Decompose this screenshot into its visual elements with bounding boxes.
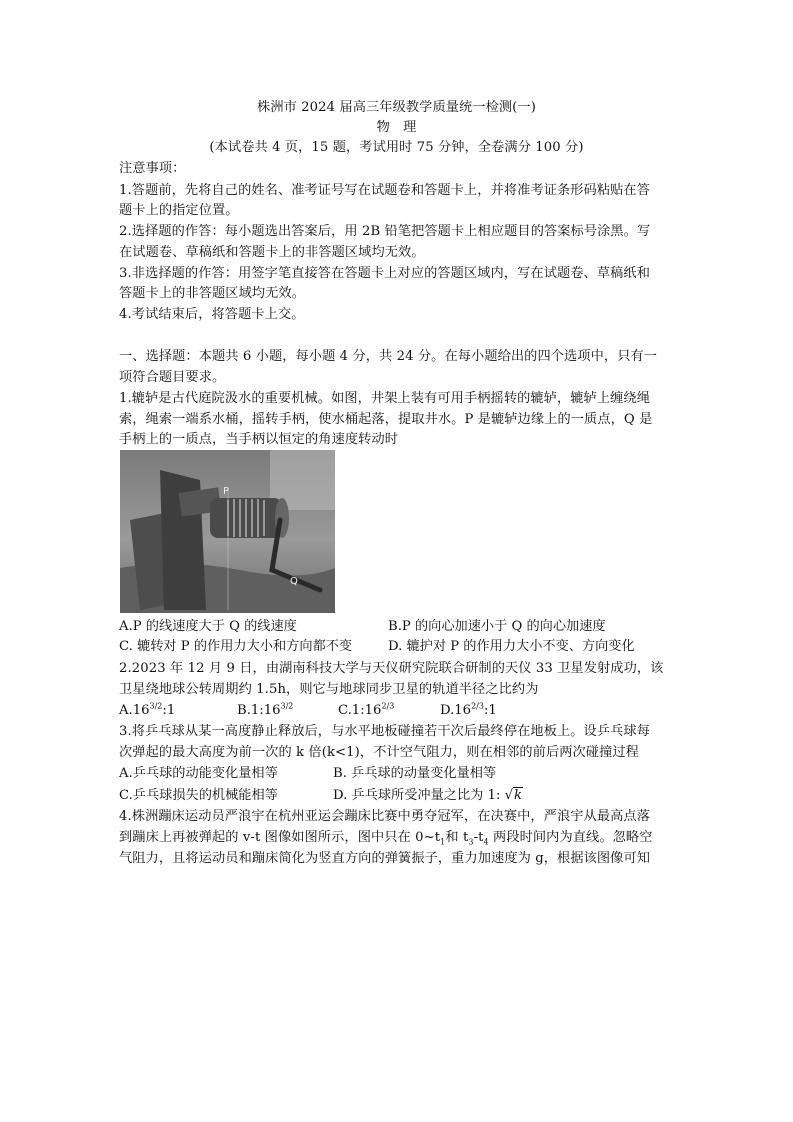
q3-stem: 3.将乒乓球从某一高度静止释放后，与水平地板碰撞若干次后最终停在地板上。设乒乓球每 <box>119 724 650 739</box>
notes-heading: 注意事项： <box>119 161 186 176</box>
q2-option-a-tail: :1 <box>162 703 176 718</box>
q1-option-a: A.P 的线速度大于 Q 的线速度 <box>119 619 297 634</box>
section-heading: 一、选择题：本题共 6 小题，每小题 4 分，共 24 分。在每小题给出的四个选项中，只有一 <box>119 349 658 364</box>
q2-option-b-exp: 3/2 <box>280 701 294 711</box>
q4-stem <box>119 828 652 848</box>
q4-stem: 4.株洲蹦床运动员严浪宇在杭州亚运会蹦床比赛中勇夺冠军，在决赛中，严浪宇从最高点落 <box>119 809 650 824</box>
q2-option-c <box>338 701 394 721</box>
q4-stem-part: -t <box>473 830 484 845</box>
q4-subscript: 4 <box>483 837 489 847</box>
q2-option-a-exp: 3/2 <box>149 701 163 711</box>
q4-stem-part: 到蹦床上再被弹起的 v-t 图像如图所示，图中只在 0~t <box>119 830 441 845</box>
notes-line: 题卡上的指定位置。 <box>119 203 239 218</box>
notes-line: 答题卡上的非答题区域均无效。 <box>119 286 306 301</box>
q1-stem: 手柄上的一质点，当手柄以恒定的角速度转动时 <box>119 432 399 447</box>
sqrt-symbol: √ <box>504 788 513 803</box>
q4-subscript: 3 <box>468 837 474 847</box>
q1-option-d: D. 辘护对 P 的作用力大小不变、方向变化 <box>388 639 635 654</box>
point-q-label: Q <box>290 576 298 587</box>
notes-line: 1.答题前，先将自己的姓名、准考证号写在试题卷和答题卡上，并将准考证条形码粘贴在答 <box>119 183 650 198</box>
q2-option-d-exp: 2/3 <box>471 701 484 711</box>
q1-option-b: B.P 的向心加速小于 Q 的向心加速度 <box>388 619 606 634</box>
notes-line: 4.考试结束后，将答题卡上交。 <box>119 307 305 322</box>
sqrt-radicand: k <box>514 788 522 803</box>
q2-stem: 2.2023 年 12 月 9 日，由湖南科技大学与天仪研究院联合研制的天仪 33 卫星发射成功，该 <box>119 661 664 676</box>
q2-option-b-base: B.1:16 <box>237 703 281 718</box>
q2-option-c-base: C.1:16 <box>338 703 382 718</box>
notes-line: 3.非选择题的作答：用签字笔直接答在答题卡上对应的答题区域内，写在试题卷、草稿纸和 <box>119 266 650 281</box>
windlass-illustration <box>120 450 335 613</box>
q4-stem-part: 两段时间内为直线。忽略空 <box>488 830 653 845</box>
q4-stem-part: 和 t <box>445 830 469 845</box>
q3-option-c: C.乒乓球损失的机械能相等 <box>119 788 278 803</box>
windlass-photo <box>120 450 335 613</box>
subject-title: 物 理 <box>376 120 417 135</box>
exam-info: (本试卷共 4 页，15 题，考试用时 75 分钟，全卷满分 100 分) <box>209 140 584 155</box>
q4-subscript: 1 <box>440 837 446 847</box>
q1-option-c: C. 辘转对 P 的作用力大小和方向都不变 <box>119 639 353 654</box>
q2-stem: 卫星绕地球公转周期约 1.5h，则它与地球同步卫星的轨道半径之比约为 <box>119 682 539 697</box>
q2-option-b <box>237 701 293 721</box>
q2-option-a <box>119 701 175 721</box>
q3-stem: 次弹起的最大高度为前一次的 k 倍(k<1)，不计空气阻力，则在相邻的前后两次碰撞过程 <box>119 745 639 760</box>
q2-option-d-base: D.16 <box>440 703 472 718</box>
q1-stem: 1.辘轳是古代庭院汲水的重要机械。如图，井架上装有可用手柄摇转的辘轳，辘轳上缠绕绳 <box>119 391 650 406</box>
point-p-label: P <box>223 486 230 497</box>
notes-line: 在试题卷、草稿纸和答题卡上的非答题区域均无效。 <box>119 245 425 260</box>
q3-option-d-text: D. 乒乓球所受冲量之比为 1: <box>333 788 501 803</box>
notes-line: 2.选择题的作答：每小题选出答案后，用 2B 铅笔把答题卡上相应题目的答案标号涂黑。写 <box>119 224 651 239</box>
q3-option-d <box>333 786 523 806</box>
q2-option-a-base: A.16 <box>119 703 150 718</box>
section-heading: 项符合题目要求。 <box>119 370 226 385</box>
exam-title: 株洲市 2024 届高三年级教学质量统一检测(一) <box>257 100 536 115</box>
q2-option-d-tail: :1 <box>483 703 497 718</box>
q2-option-d <box>440 701 497 721</box>
q4-stem: 气阻力，且将运动员和蹦床简化为竖直方向的弹簧振子，重力加速度为 g，根据该图像可知 <box>119 851 651 866</box>
q1-stem: 索，绳索一端系水桶，摇转手柄，使水桶起落，提取井水。P 是辘轳边缘上的一质点，Q 是 <box>119 412 653 427</box>
q2-option-c-exp: 2/3 <box>381 701 395 711</box>
q3-option-b: B. 乒乓球的动量变化量相等 <box>333 766 497 781</box>
q3-option-a: A.乒乓球的动能变化量相等 <box>119 766 278 781</box>
